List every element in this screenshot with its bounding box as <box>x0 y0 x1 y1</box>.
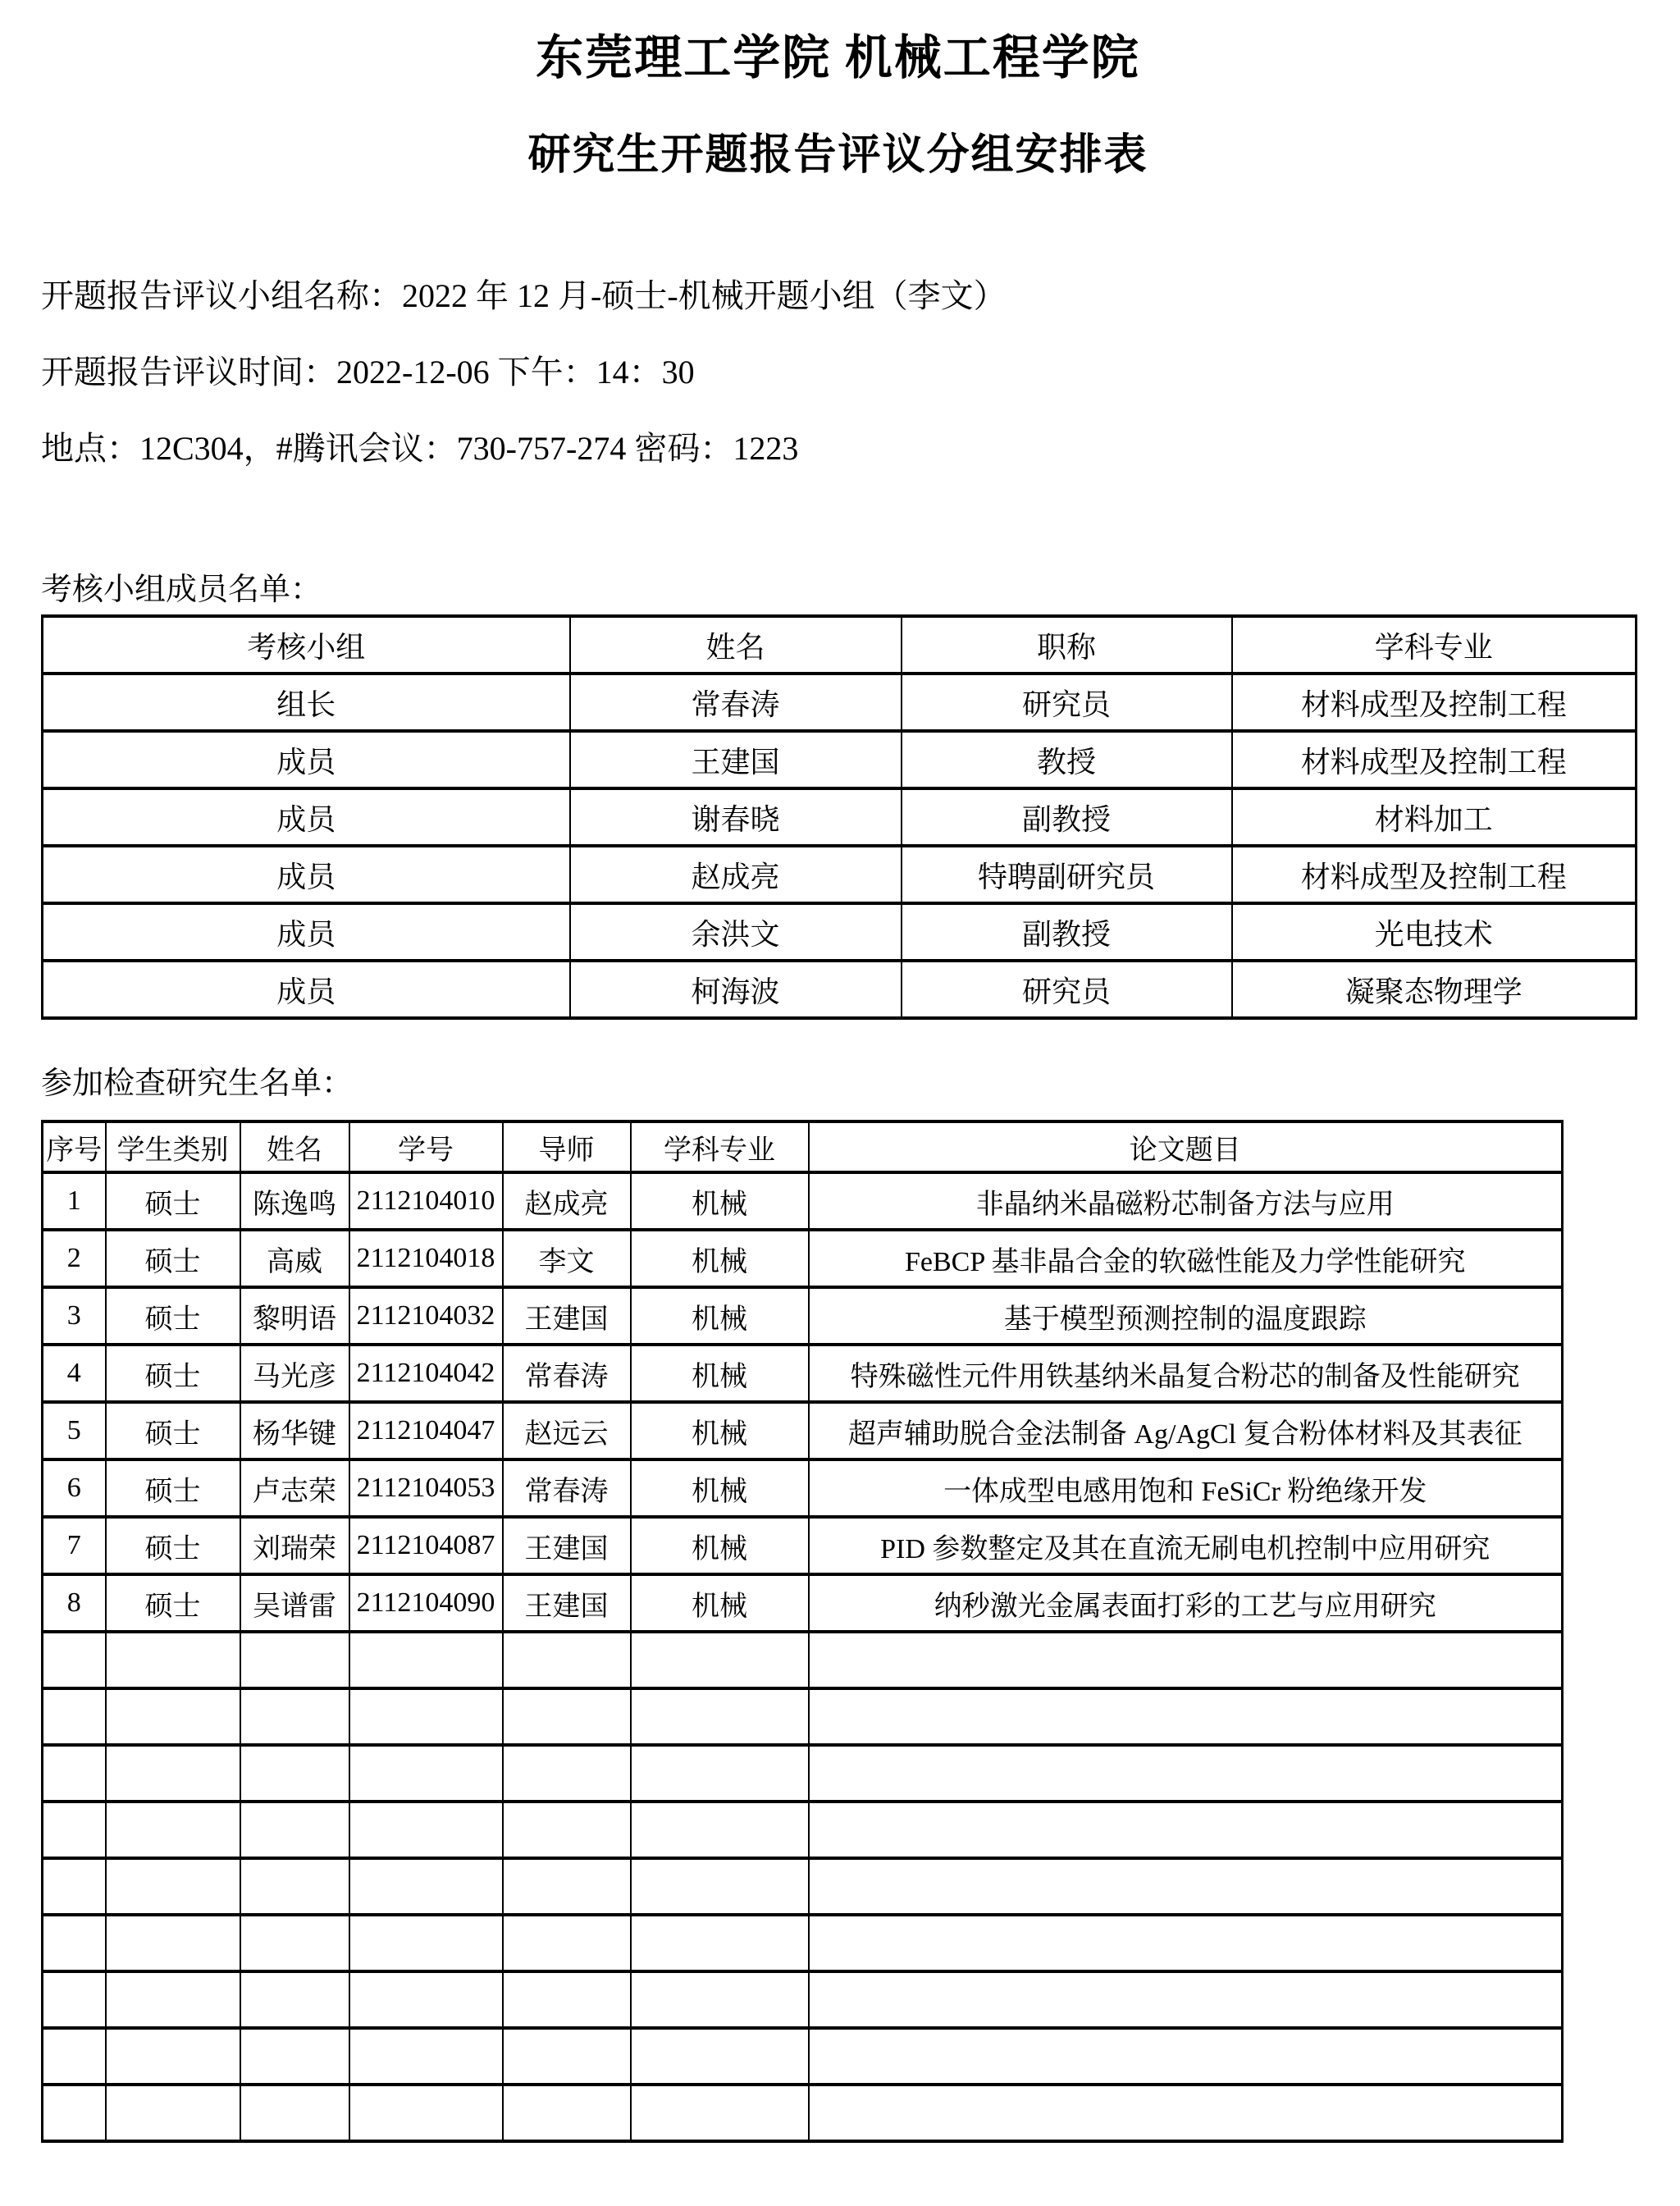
table-cell-empty <box>809 1688 1563 1745</box>
table-cell: 非晶纳米晶磁粉芯制备方法与应用 <box>809 1172 1563 1230</box>
table-cell-empty <box>106 2028 240 2085</box>
table-cell: 2112104090 <box>349 1574 503 1632</box>
table-cell: 6 <box>43 1459 106 1517</box>
table-cell-empty <box>503 1858 631 1915</box>
table-cell: 3 <box>43 1287 106 1345</box>
table-cell: 组长 <box>43 674 570 731</box>
table-cell: 黎明语 <box>240 1287 349 1345</box>
table-cell-empty <box>809 2028 1563 2085</box>
table-cell: 材料成型及控制工程 <box>1232 674 1637 731</box>
table-cell-empty <box>503 1915 631 1971</box>
table-cell-empty <box>631 1802 809 1858</box>
table-cell-empty <box>349 1688 503 1745</box>
student-row <box>43 1345 1563 1402</box>
table-cell-empty <box>503 1802 631 1858</box>
table-cell-empty <box>503 1688 631 1745</box>
table-cell: 2112104032 <box>349 1287 503 1345</box>
table-cell: 王建国 <box>503 1574 631 1632</box>
empty-student-row <box>43 1971 1563 2028</box>
table-cell: PID 参数整定及其在直流无刷电机控制中应用研究 <box>809 1517 1563 1574</box>
table-cell-empty <box>240 2085 349 2141</box>
table-cell: 硕士 <box>106 1517 240 1574</box>
table-cell-empty <box>631 1858 809 1915</box>
committee-row <box>43 731 1637 788</box>
table-cell-empty <box>106 2085 240 2141</box>
table-cell-empty <box>240 1632 349 1688</box>
table-cell: 机械 <box>631 1574 809 1632</box>
table-cell-empty <box>43 2085 106 2141</box>
committee-header-row <box>43 616 1637 674</box>
table-cell: 机械 <box>631 1172 809 1230</box>
col-header-discipline: 学科专业 <box>1232 616 1637 674</box>
col-header-committee-role: 考核小组 <box>43 616 570 674</box>
table-cell: 机械 <box>631 1459 809 1517</box>
table-cell-empty <box>43 1971 106 2028</box>
table-cell: 2112104053 <box>349 1459 503 1517</box>
table-cell: 2112104087 <box>349 1517 503 1574</box>
table-cell-empty <box>43 1632 106 1688</box>
table-cell: 王建国 <box>503 1287 631 1345</box>
table-cell: 副教授 <box>902 903 1232 961</box>
student-row <box>43 1402 1563 1459</box>
table-cell-empty <box>349 1858 503 1915</box>
table-cell: 1 <box>43 1172 106 1230</box>
table-cell: 硕士 <box>106 1402 240 1459</box>
table-cell-empty <box>106 1745 240 1802</box>
table-cell-empty <box>631 1688 809 1745</box>
committee-row <box>43 961 1637 1018</box>
table-cell: 2112104018 <box>349 1230 503 1287</box>
table-cell-empty <box>809 1858 1563 1915</box>
table-cell: 硕士 <box>106 1172 240 1230</box>
student-row <box>43 1230 1563 1287</box>
col-header-title: 职称 <box>902 616 1232 674</box>
table-cell: 材料成型及控制工程 <box>1232 731 1637 788</box>
table-cell-empty <box>349 1745 503 1802</box>
info-line-review-time: 开题报告评议时间：2022-12-06 下午：14：30 <box>41 354 695 391</box>
student-row <box>43 1172 1563 1230</box>
col-header-student-name: 姓名 <box>240 1121 349 1172</box>
students-table <box>41 1120 1564 2143</box>
table-cell-empty <box>349 2028 503 2085</box>
table-cell: 柯海波 <box>570 961 902 1018</box>
table-cell: 常春涛 <box>503 1345 631 1402</box>
table-cell: 特殊磁性元件用铁基纳米晶复合粉芯的制备及性能研究 <box>809 1345 1563 1402</box>
page-subtitle: 研究生开题报告评议分组安排表 <box>527 132 1148 179</box>
table-cell: 特聘副研究员 <box>902 846 1232 903</box>
table-cell-empty <box>631 1915 809 1971</box>
table-cell: 成员 <box>43 846 570 903</box>
table-cell-empty <box>809 2085 1563 2141</box>
table-cell-empty <box>809 1802 1563 1858</box>
table-cell: 硕士 <box>106 1230 240 1287</box>
table-cell-empty <box>631 1971 809 2028</box>
table-cell: 凝聚态物理学 <box>1232 961 1637 1018</box>
info-line-location: 地点：12C304，#腾讯会议：730-757-274 密码：1223 <box>41 430 799 467</box>
table-cell: 机械 <box>631 1402 809 1459</box>
info-line-group-name: 开题报告评议小组名称：2022 年 12 月-硕士-机械开题小组（李文） <box>41 277 1007 314</box>
table-cell-empty <box>106 1858 240 1915</box>
table-cell-empty <box>240 1745 349 1802</box>
table-cell: 硕士 <box>106 1459 240 1517</box>
empty-student-row <box>43 1802 1563 1858</box>
table-cell: 8 <box>43 1574 106 1632</box>
col-header-index: 序号 <box>43 1121 106 1172</box>
table-cell-empty <box>43 1915 106 1971</box>
students-header-row <box>43 1121 1563 1172</box>
empty-student-row <box>43 1915 1563 1971</box>
table-cell: 光电技术 <box>1232 903 1637 961</box>
table-cell: 成员 <box>43 731 570 788</box>
table-cell: 成员 <box>43 961 570 1018</box>
table-cell-empty <box>43 2028 106 2085</box>
table-cell-empty <box>809 1632 1563 1688</box>
committee-row <box>43 674 1637 731</box>
table-cell-empty <box>106 1971 240 2028</box>
table-cell: 副教授 <box>902 788 1232 846</box>
table-cell: 超声辅助脱合金法制备 Ag/AgCl 复合粉体材料及其表征 <box>809 1402 1563 1459</box>
committee-row <box>43 846 1637 903</box>
table-cell: 7 <box>43 1517 106 1574</box>
table-cell: 常春涛 <box>570 674 902 731</box>
table-cell: 2112104010 <box>349 1172 503 1230</box>
empty-student-row <box>43 2085 1563 2141</box>
table-cell-empty <box>240 1915 349 1971</box>
table-cell: 机械 <box>631 1230 809 1287</box>
col-header-thesis-title: 论文题目 <box>809 1121 1563 1172</box>
page-title: 东莞理工学院 机械工程学院 <box>536 31 1140 84</box>
table-cell-empty <box>106 1802 240 1858</box>
table-cell: 赵成亮 <box>503 1172 631 1230</box>
empty-student-row <box>43 1745 1563 1802</box>
table-cell-empty <box>349 2085 503 2141</box>
table-cell: 机械 <box>631 1287 809 1345</box>
table-cell-empty <box>240 2028 349 2085</box>
table-cell: 谢春晓 <box>570 788 902 846</box>
empty-student-row <box>43 1688 1563 1745</box>
table-cell: 研究员 <box>902 961 1232 1018</box>
table-cell: 2112104042 <box>349 1345 503 1402</box>
table-cell: 成员 <box>43 788 570 846</box>
table-cell: 纳秒激光金属表面打彩的工艺与应用研究 <box>809 1574 1563 1632</box>
committee-table <box>41 614 1637 1020</box>
students-section-label: 参加检查研究生名单： <box>41 1066 354 1101</box>
student-row <box>43 1517 1563 1574</box>
table-cell: 硕士 <box>106 1287 240 1345</box>
table-cell-empty <box>240 1971 349 2028</box>
table-cell-empty <box>503 1745 631 1802</box>
table-cell: 王建国 <box>503 1517 631 1574</box>
table-cell: 成员 <box>43 903 570 961</box>
table-cell-empty <box>503 2085 631 2141</box>
table-cell: 2 <box>43 1230 106 1287</box>
table-cell-empty <box>43 1802 106 1858</box>
table-cell: 机械 <box>631 1345 809 1402</box>
table-cell-empty <box>106 1632 240 1688</box>
table-cell-empty <box>809 1915 1563 1971</box>
col-header-student-id: 学号 <box>349 1121 503 1172</box>
table-cell-empty <box>631 2085 809 2141</box>
table-cell-empty <box>631 1632 809 1688</box>
table-cell: 陈逸鸣 <box>240 1172 349 1230</box>
table-cell-empty <box>349 1915 503 1971</box>
col-header-advisor: 导师 <box>503 1121 631 1172</box>
table-cell-empty <box>349 1802 503 1858</box>
col-header-name: 姓名 <box>570 616 902 674</box>
table-cell-empty <box>240 1688 349 1745</box>
table-cell: 赵成亮 <box>570 846 902 903</box>
table-cell: 4 <box>43 1345 106 1402</box>
table-cell-empty <box>349 1632 503 1688</box>
table-cell: 教授 <box>902 731 1232 788</box>
committee-row <box>43 903 1637 961</box>
table-cell-empty <box>503 1971 631 2028</box>
table-cell: FeBCP 基非晶合金的软磁性能及力学性能研究 <box>809 1230 1563 1287</box>
table-cell-empty <box>240 1858 349 1915</box>
table-cell: 高威 <box>240 1230 349 1287</box>
table-cell: 杨华键 <box>240 1402 349 1459</box>
table-cell: 2112104047 <box>349 1402 503 1459</box>
student-row <box>43 1287 1563 1345</box>
empty-student-row <box>43 2028 1563 2085</box>
table-cell: 赵远云 <box>503 1402 631 1459</box>
table-cell: 李文 <box>503 1230 631 1287</box>
table-cell-empty <box>809 1971 1563 2028</box>
table-cell: 基于模型预测控制的温度跟踪 <box>809 1287 1563 1345</box>
info-block <box>41 277 1635 467</box>
table-cell: 卢志荣 <box>240 1459 349 1517</box>
col-header-student-type: 学生类别 <box>106 1121 240 1172</box>
table-cell: 研究员 <box>902 674 1232 731</box>
table-cell-empty <box>106 1688 240 1745</box>
table-cell-empty <box>631 1745 809 1802</box>
table-cell: 吴谱雷 <box>240 1574 349 1632</box>
table-cell: 一体成型电感用饱和 FeSiCr 粉绝缘开发 <box>809 1459 1563 1517</box>
table-cell: 余洪文 <box>570 903 902 961</box>
table-cell: 常春涛 <box>503 1459 631 1517</box>
col-header-major: 学科专业 <box>631 1121 809 1172</box>
table-cell-empty <box>503 1632 631 1688</box>
student-row <box>43 1459 1563 1517</box>
table-cell: 材料成型及控制工程 <box>1232 846 1637 903</box>
table-cell: 机械 <box>631 1517 809 1574</box>
table-cell-empty <box>43 1745 106 1802</box>
table-cell-empty <box>43 1858 106 1915</box>
table-cell-empty <box>809 1745 1563 1802</box>
table-cell: 5 <box>43 1402 106 1459</box>
table-cell-empty <box>631 2028 809 2085</box>
table-cell-empty <box>349 1971 503 2028</box>
table-cell-empty <box>240 1802 349 1858</box>
student-row <box>43 1574 1563 1632</box>
table-cell: 马光彦 <box>240 1345 349 1402</box>
empty-student-row <box>43 1858 1563 1915</box>
table-cell: 材料加工 <box>1232 788 1637 846</box>
table-cell-empty <box>43 1688 106 1745</box>
table-cell: 硕士 <box>106 1345 240 1402</box>
empty-student-row <box>43 1632 1563 1688</box>
committee-section-label: 考核小组成员名单： <box>41 573 322 607</box>
table-cell-empty <box>106 1915 240 1971</box>
table-cell-empty <box>503 2028 631 2085</box>
table-cell: 硕士 <box>106 1574 240 1632</box>
table-cell: 刘瑞荣 <box>240 1517 349 1574</box>
committee-row <box>43 788 1637 846</box>
table-cell: 王建国 <box>570 731 902 788</box>
